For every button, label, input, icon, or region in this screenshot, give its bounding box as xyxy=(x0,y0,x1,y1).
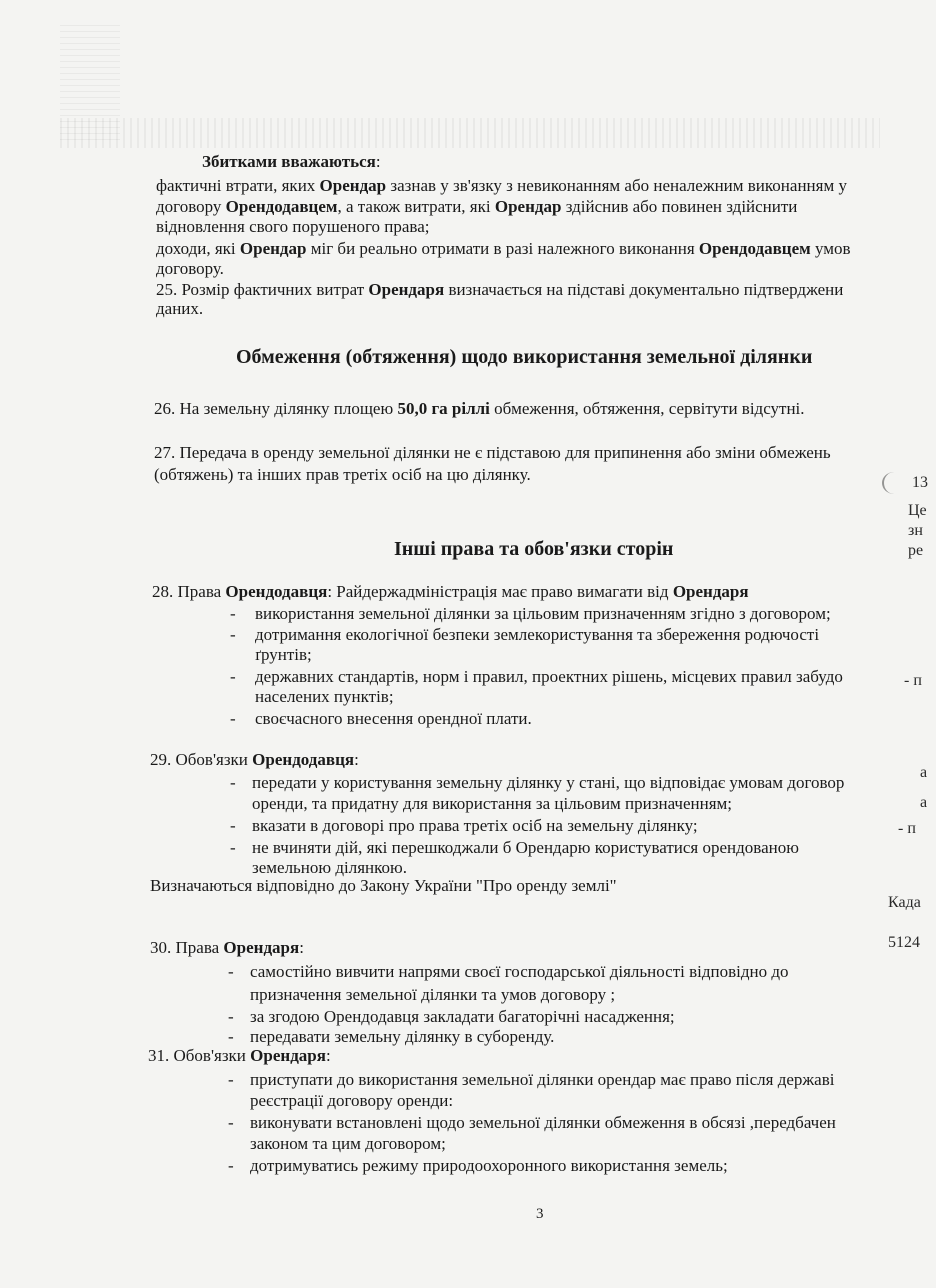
clause-29-note: Визначаються відповідно до Закону України "Про оренду землі" xyxy=(150,876,617,895)
edge-fragment: Када xyxy=(888,894,921,911)
list-item: вказати в договорі про права третіх осіб на земельну ділянку; xyxy=(252,816,698,835)
rights-heading: Інші права та обов'язки сторін xyxy=(394,538,674,560)
dash-bullet: - xyxy=(230,625,236,644)
damages-line-2: договору Орендодавцем, а також витрати, які Орендар здійснив або повинен здійснити xyxy=(156,197,798,216)
damages-line-1: фактичні втрати, яких Орендар зазнав у зв'язку з невиконанням або неналежним виконанням у xyxy=(156,176,847,195)
edge-fragment: ре xyxy=(908,542,924,559)
list-item-continuation: оренди, та придатну для використання за цільовим призначенням; xyxy=(252,794,733,813)
dash-bullet: - xyxy=(228,1007,234,1026)
dash-bullet: - xyxy=(228,1027,234,1046)
edge-fragment: Це xyxy=(908,502,927,519)
damages-intro: Збитками вважаються: xyxy=(202,152,381,171)
scan-noise xyxy=(60,118,880,148)
list-item-continuation: призначення земельної ділянки та умов договору ; xyxy=(250,985,616,1004)
clause-29: 29. Обов'язки Орендодавця: xyxy=(150,750,359,769)
dash-bullet: - xyxy=(230,709,236,728)
clause-30: 30. Права Орендаря: xyxy=(150,938,304,957)
clause-26: 26. На земельну ділянку площею 50,0 га ріллі обмеження, обтяження, сервітути відсутні. xyxy=(154,399,805,418)
dash-bullet: - xyxy=(230,604,236,623)
list-item: використання земельної ділянки за цільовим призначенням згідно з договором; xyxy=(255,604,831,623)
clause-25-line-2: даних. xyxy=(156,299,204,318)
edge-fragment: - п xyxy=(898,820,916,837)
list-item: приступати до використання земельної ділянки орендар має право після державі xyxy=(250,1070,835,1089)
edge-fragment: зн xyxy=(908,522,923,539)
clause-28: 28. Права Орендодавця: Райдержадміністрація має право вимагати від Орендаря xyxy=(152,582,749,601)
list-item-continuation: реєстрації договору оренди: xyxy=(250,1091,454,1110)
list-item: дотримання екологічної безпеки землекористування та збереження родючості xyxy=(255,625,820,644)
dash-bullet: - xyxy=(230,773,236,792)
damages-line-3: відновлення свого порушеного права; xyxy=(156,217,430,236)
page-number: 3 xyxy=(536,1206,544,1222)
list-item: державних стандартів, норм і правил, проектних рішень, місцевих правил забудо xyxy=(255,667,843,686)
list-item: передавати земельну ділянку в суборенду. xyxy=(250,1027,555,1046)
list-item: своєчасного внесення орендної плати. xyxy=(255,709,532,728)
list-item: самостійно вивчити напрями своєї господарської діяльності відповідно до xyxy=(250,962,789,981)
restrictions-heading: Обмеження (обтяження) щодо використання земельної ділянки xyxy=(236,346,813,368)
list-item: виконувати встановлені щодо земельної ділянки обмеження в обсязі ,передбачен xyxy=(250,1113,836,1132)
dash-bullet: - xyxy=(228,962,234,981)
list-item-continuation: земельною ділянкою. xyxy=(252,858,407,877)
dash-bullet: - xyxy=(228,1113,234,1132)
edge-fragment: а xyxy=(920,764,928,781)
list-item-continuation: законом та цим договором; xyxy=(250,1134,446,1153)
clause-25-line-1: 25. Розмір фактичних витрат Орендаря визначається на підставі документально підтверджени xyxy=(156,280,844,299)
dash-bullet: - xyxy=(230,816,236,835)
list-item: не вчиняти дій, які перешкоджали б Орендарю користуватися орендованою xyxy=(252,838,799,857)
dash-bullet: - xyxy=(228,1156,234,1175)
dash-bullet: - xyxy=(230,667,236,686)
list-item-continuation: ґрунтів; xyxy=(255,645,312,664)
scan-noise-corner xyxy=(60,20,120,140)
list-item: дотримуватись режиму природоохоронного використання земель; xyxy=(250,1156,728,1175)
clause-27-line-2: (обтяжень) та інших прав третіх осіб на цю ділянку. xyxy=(154,465,531,484)
dash-bullet: - xyxy=(230,838,236,857)
stamp-fragment xyxy=(882,472,906,494)
clause-31: 31. Обов'язки Орендаря: xyxy=(148,1046,331,1065)
edge-fragment: - п xyxy=(904,672,922,689)
damages-line-5: договору. xyxy=(156,259,224,278)
list-item: передати у користування земельну ділянку у стані, що відповідає умовам договор xyxy=(252,773,845,792)
edge-fragment: а xyxy=(920,794,928,811)
edge-fragment: 5124 xyxy=(888,934,920,951)
clause-27-line-1: 27. Передача в оренду земельної ділянки не є підставою для припинення або зміни обмежень xyxy=(154,443,831,462)
damages-line-4: доходи, які Орендар міг би реально отримати в разі належного виконання Орендодавцем умов xyxy=(156,239,851,258)
edge-fragment: 13 xyxy=(912,474,928,491)
list-item-continuation: населених пунктів; xyxy=(255,687,394,706)
dash-bullet: - xyxy=(228,1070,234,1089)
list-item: за згодою Орендодавця закладати багаторічні насадження; xyxy=(250,1007,675,1026)
